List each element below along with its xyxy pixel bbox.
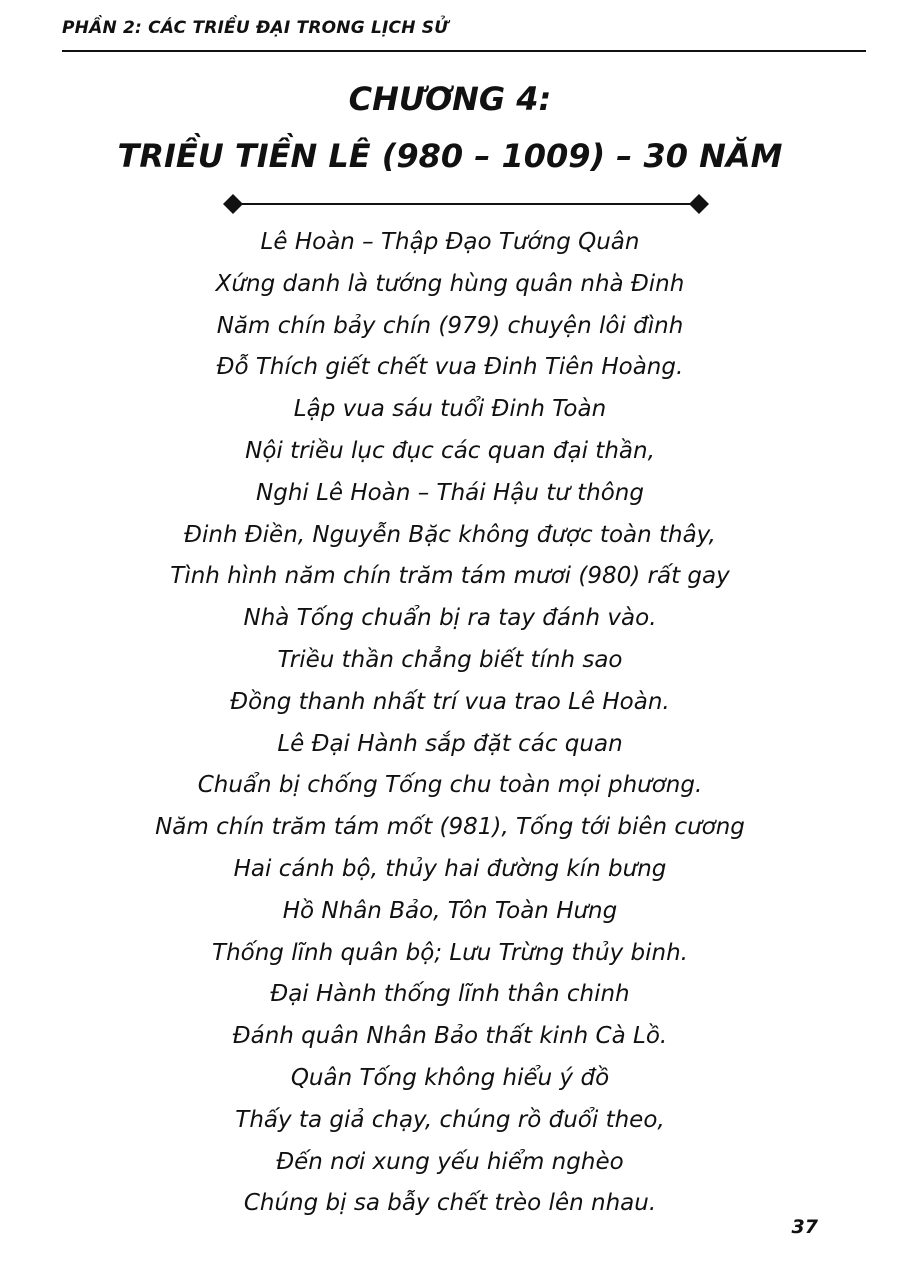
poem-line: Thấy ta giả chạy, chúng rồ đuổi theo, bbox=[235, 1106, 665, 1133]
poem-line: Lê Đại Hành sắp đặt các quan bbox=[277, 730, 623, 757]
poem-line: Chúng bị sa bẫy chết trèo lên nhau. bbox=[243, 1190, 657, 1217]
poem-line: Hồ Nhân Bảo, Tôn Toàn Hưng bbox=[282, 897, 618, 924]
chapter-title: TRIỀU TIỀN LÊ (980 – 1009) – 30 NĂM bbox=[117, 137, 783, 175]
poem-line: Đồng thanh nhất trí vua trao Lê Hoàn. bbox=[230, 688, 670, 715]
poem-line: Đinh Điền, Nguyễn Bặc không được toàn thây, bbox=[184, 521, 716, 548]
poem-line: Lập vua sáu tuổi Đinh Toàn bbox=[293, 396, 607, 423]
poem-line: Năm chín trăm tám mốt (981), Tống tới biên cương bbox=[155, 814, 745, 841]
poem-line: Đánh quân Nhân Bảo thất kinh Cà Lồ. bbox=[232, 1023, 668, 1050]
page-number: 37 bbox=[791, 1216, 818, 1238]
poem-line: Hai cánh bộ, thủy hai đường kín bưng bbox=[233, 855, 667, 882]
poem-line: Quân Tống không hiểu ý đồ bbox=[290, 1064, 610, 1091]
ornamental-divider bbox=[223, 192, 709, 216]
poem-line: Nội triều lục đục các quan đại thần, bbox=[245, 437, 655, 464]
chapter-number-title: CHƯƠNG 4: bbox=[348, 80, 552, 118]
poem-line: Thống lĩnh quân bộ; Lưu Trừng thủy binh. bbox=[212, 939, 688, 966]
poem-line: Chuẩn bị chống Tống chu toàn mọi phương. bbox=[197, 772, 703, 799]
poem-line: Năm chín bảy chín (979) chuyện lôi đình bbox=[216, 312, 684, 339]
running-header: PHẦN 2: CÁC TRIỀU ĐẠI TRONG LỊCH SỬ bbox=[62, 18, 449, 38]
poem-line: Nghi Lê Hoàn – Thái Hậu tư thông bbox=[256, 479, 644, 506]
divider-right-diamond bbox=[689, 194, 709, 214]
poem-line: Nhà Tống chuẩn bị ra tay đánh vào. bbox=[243, 605, 657, 632]
divider-left-diamond bbox=[223, 194, 243, 214]
poem-line: Triều thần chẳng biết tính sao bbox=[277, 646, 623, 673]
poem-verses bbox=[0, 222, 900, 1225]
poem-line: Đến nơi xung yếu hiểm nghèo bbox=[276, 1148, 624, 1175]
poem-line: Đỗ Thích giết chết vua Đinh Tiên Hoàng. bbox=[216, 354, 684, 381]
poem-line: Tình hình năm chín trăm tám mươi (980) rất gay bbox=[170, 563, 730, 590]
poem-line: Lê Hoàn – Thập Đạo Tướng Quân bbox=[260, 229, 640, 255]
poem-line: Xứng danh là tướng hùng quân nhà Đinh bbox=[215, 270, 685, 297]
poem-line: Đại Hành thống lĩnh thân chinh bbox=[270, 981, 630, 1008]
header-rule bbox=[62, 50, 866, 52]
